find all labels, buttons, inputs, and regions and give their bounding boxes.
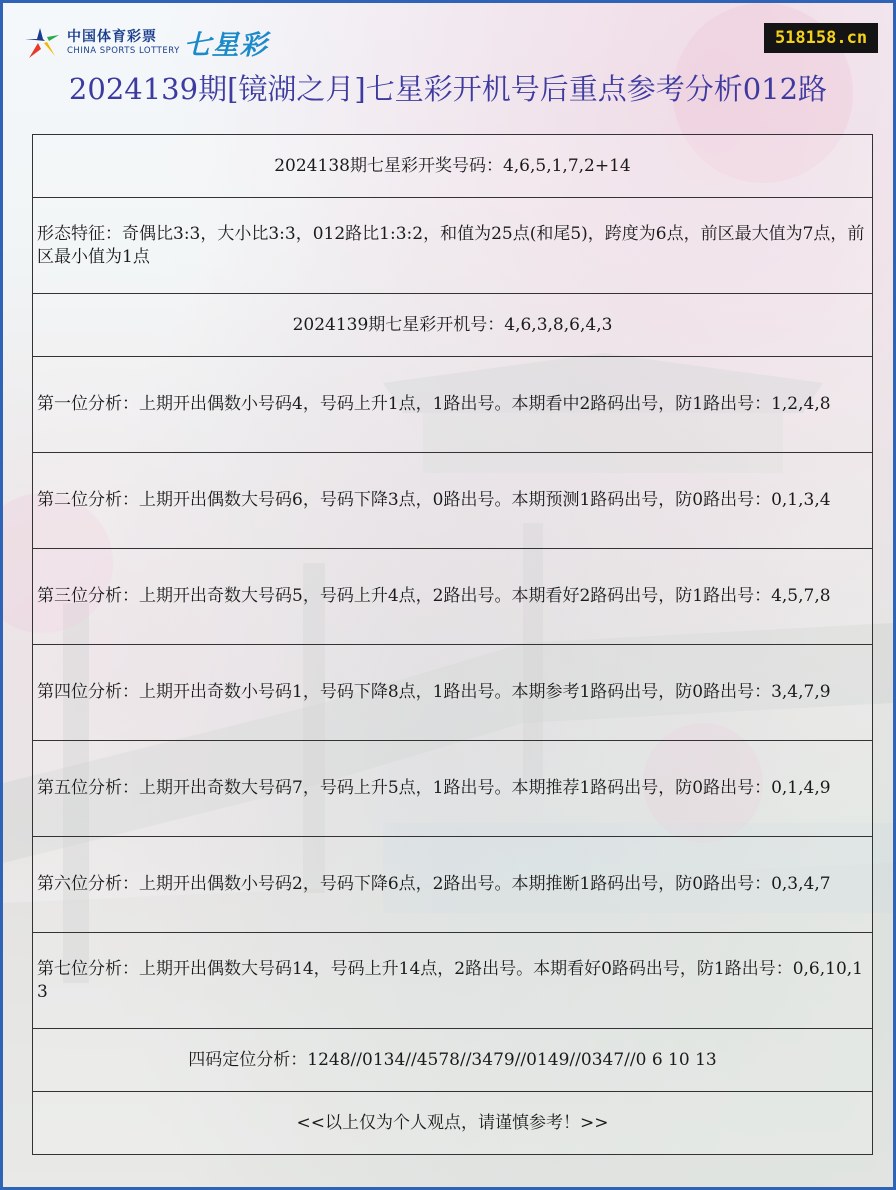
position-2-analysis-cell: 第二位分析：上期开出偶数大号码6，号码下降3点，0路出号。本期预测1路码出号，防0路出号：0,1,3,4: [33, 453, 873, 549]
table-row: [33, 549, 873, 645]
table-row: [33, 933, 873, 1029]
position-7-analysis-cell: 第七位分析：上期开出偶数大号码14，号码上升14点，2路出号。本期看好0路码出号，防1路出号：0,6,10,13: [33, 933, 873, 1029]
position-5-analysis-cell: 第五位分析：上期开出奇数大号码7，号码上升5点，1路出号。本期推荐1路码出号，防0路出号：0,1,4,9: [33, 741, 873, 837]
site-badge[interactable]: 518158.cn: [764, 23, 878, 53]
table-row: [33, 741, 873, 837]
table-row: [33, 135, 873, 198]
lottery-logo: [21, 23, 268, 62]
previous-result-cell: 2024138期七星彩开奖号码：4,6,5,1,7,2+14: [33, 135, 873, 198]
logo-brand-name: 七星彩: [183, 30, 268, 61]
table-row: [33, 198, 873, 294]
table-row: [33, 1029, 873, 1092]
logo-english-name: CHINA SPORTS LOTTERY: [67, 45, 180, 56]
four-code-analysis-cell: 四码定位分析：1248//0134//4578//3479//0149//0347//0 6 10 13: [33, 1029, 873, 1092]
logo-chinese-name: 中国体育彩票: [67, 28, 157, 45]
disclaimer-cell: <<以上仅为个人观点，请谨慎参考！>>: [33, 1092, 873, 1155]
machine-numbers-cell: 2024139期七星彩开机号：4,6,3,8,6,4,3: [33, 294, 873, 357]
table-row: [33, 453, 873, 549]
table-row: [33, 837, 873, 933]
header: [3, 3, 893, 133]
features-cell: 形态特征：奇偶比3:3，大小比3:3，012路比1:3:2，和值为25点(和尾5)，跨度为6点，前区最大值为7点，前区最小值为1点: [33, 198, 873, 294]
analysis-table: [32, 134, 873, 1155]
position-4-analysis-cell: 第四位分析：上期开出奇数小号码1，号码下降8点，1路出号。本期参考1路码出号，防0路出号：3,4,7,9: [33, 645, 873, 741]
position-6-analysis-cell: 第六位分析：上期开出偶数小号码2，号码下降6点，2路出号。本期推断1路码出号，防0路出号：0,3,4,7: [33, 837, 873, 933]
china-sports-lottery-star-icon: [21, 25, 61, 61]
position-3-analysis-cell: 第三位分析：上期开出奇数大号码5，号码上升4点，2路出号。本期看好2路码出号，防1路出号：4,5,7,8: [33, 549, 873, 645]
table-row: [33, 645, 873, 741]
logo-text: [67, 29, 180, 57]
table-row: [33, 357, 873, 453]
table-row: [33, 1092, 873, 1155]
page-title: 2024139期[镜湖之月]七星彩开机号后重点参考分析012路: [68, 72, 828, 106]
table-row: [33, 294, 873, 357]
position-1-analysis-cell: 第一位分析：上期开出偶数小号码4，号码上升1点，1路出号。本期看中2路码出号，防1路出号：1,2,4,8: [33, 357, 873, 453]
